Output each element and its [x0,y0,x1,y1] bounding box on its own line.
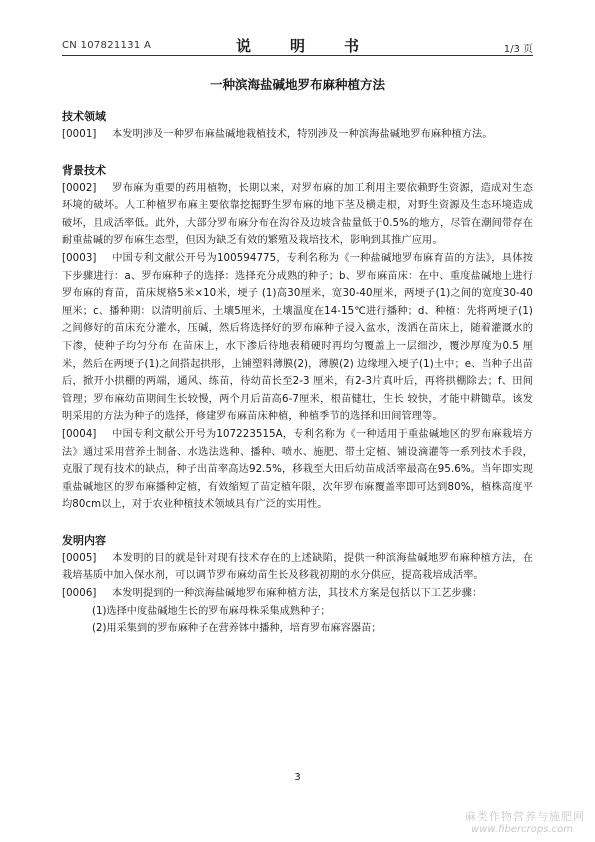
paragraph [62,426,533,514]
paragraph-text: 中国专利文献公开号为100594775，专利名称为《一种盐碱地罗布麻育苗的方法》，具体按下步骤进行：a、罗布麻种子的选择：选择充分成熟的种子；b、罗布麻苗床：在中、重度盐碱地上进行罗布麻的育苗，苗床规格5米×10米，埂子 (1)高30厘米，宽30-40厘米，两埂子(1)之间的宽度30-40厘米；c、播种期：以清明前后、土壤5厘米，土壤温度在14-15℃进行播种；d、种植：先将两埂子(1)之间修好的苗床充分灌水，压碱，然后将选择好的罗布麻种子浸入盆水，泼洒在苗床上，随着灌溉水的下渗，使种子均匀分布 在苗床上，水下渗后待地表稍硬时再均匀覆盖上一层细沙，覆沙厚度为0.5 厘米，然后在两埂子(1)之间搭起拱形，上铺塑料薄膜(2)，薄膜(2) 边缘埋入埂子(1)土中；e、当种子出苗后，掀开小拱棚的两端，通风、练苗，待幼苗长至2-3 厘米，有2-3片真叶后，再将拱棚除去；f、田间管理；罗布麻幼苗期间生长较慢，两个月后苗高6-7厘米，根苗健壮，生长 较快，才能中耕锄草。该发明采用的方法为种子的选择，修建罗布麻苗床种植，种植季节的选择和田间管理等。 [62,252,533,423]
section-heading-technical-field: 技术领域 [62,110,106,123]
section-heading-summary: 发明内容 [62,533,106,547]
paragraph-number: [0004] [62,428,97,440]
paragraph [62,250,533,426]
step-item: (2)用采集到的罗布麻种子在营养钵中播种，培育罗布麻容器苗； [92,623,382,635]
paragraph-text: 罗布麻为重要的药用植物，长期以来，对罗布麻的加工利用主要依赖野生资源，造成对生态环境的破坏。人工种植罗布麻主要依靠挖掘野生罗布麻的地下茎及横走根，对野生资源及生态环境造成破坏，且成活率低。此外，大部分罗布麻分布在沟谷及边坡含盐量低于0.5%的地方，尽管在潮间带存在耐重盐碱的罗布麻生态型，但因为缺乏有效的繁殖及栽培技术，影响到其推广应用。 [62,182,533,247]
paragraph [62,180,533,250]
paragraph-number: [0006] [62,588,97,600]
paragraph-text: 本发明提到的一种滨海盐碱地罗布麻种植方法，其技术方案是包括以下工艺步骤： [112,588,483,600]
document-type: 说 明 书 [235,37,371,55]
paragraph-text: 本发明的目的就是针对现有技术存在的上述缺陷，提供一种滨海盐碱地罗布麻种植方法，在栽培基质中加入保水剂，可以调节罗布麻幼苗生长及移栽初期的水分供应，提高栽培成活率。 [62,552,533,582]
document-body [62,108,533,638]
paragraph [62,126,533,144]
paragraph [62,550,533,585]
paragraph-number: [0001] [62,129,97,140]
document-title: 一种滨海盐碱地罗布麻种植方法 [209,77,385,92]
paragraph [62,585,533,603]
patent-number: CN 107821131 A [62,40,152,51]
watermark-text: 麻类作物营养与施肥网 [465,810,585,823]
header-divider [62,55,533,56]
paragraph-text: 本发明涉及一种罗布麻盐碱地栽植技术，特别涉及一种滨海盐碱地罗布麻种植方法。 [112,129,493,140]
watermark-url: www.fibercrops.com [471,824,573,835]
page-indicator: 1/3 页 [503,44,533,55]
paragraph-number: [0003] [62,252,97,264]
paragraph-number: [0005] [62,552,97,564]
section-heading-background: 背景技术 [62,163,106,177]
paragraph-number: [0002] [62,182,97,194]
step-item: (1)选择中度盐碱地生长的罗布麻母株采集成熟种子； [92,605,331,617]
page-number: 3 [294,772,301,783]
paragraph-text: 中国专利文献公开号为107223515A，专利名称为《一种适用于重盐碱地区的罗布麻栽培方法》通过采用营养土制备、水选法选种、播种、喷水、施肥、带土定植、铺设滴灌等一系列技术手段，克服了现有技术的缺点，种子出苗率高达92.5%，移栽至大田后幼苗成活率最高在95.6%。当年即实现重盐碱地区的罗布麻播种定植，有效缩短了苗定植年限，次年罗布麻覆盖率即可达到80%，植株高度平均80cm以上，对于农业种植技术领域具有广泛的实用性。 [62,428,533,511]
